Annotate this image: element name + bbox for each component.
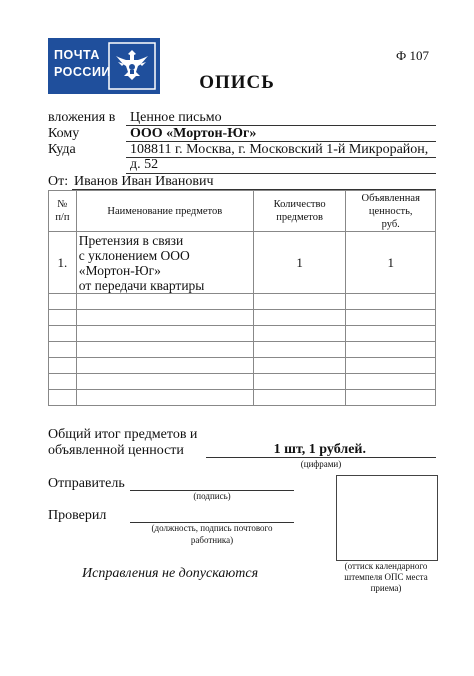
row-num: 1. bbox=[49, 232, 77, 294]
header-value bbox=[346, 191, 436, 232]
row-name-line-1: Претензия в связи bbox=[78, 232, 184, 248]
total-label-line-2: объявленной ценности bbox=[48, 443, 184, 458]
corrections-note: Исправления не допускаются bbox=[82, 566, 259, 581]
table-row bbox=[49, 232, 436, 294]
form-number: Ф 107 bbox=[396, 48, 430, 63]
header-num-line-1: № bbox=[57, 199, 68, 210]
table-header-row bbox=[49, 191, 436, 232]
row-name-line-2: с уклонением ООО bbox=[78, 247, 190, 263]
empty-row bbox=[49, 294, 436, 310]
row-name bbox=[76, 232, 253, 294]
empty-row bbox=[49, 310, 436, 326]
row-qty: 1 bbox=[253, 232, 346, 294]
empty-row bbox=[49, 358, 436, 374]
stamp-hint-line-1: (оттиск календарного bbox=[344, 561, 428, 571]
checked-label: Проверил bbox=[48, 508, 107, 523]
header-qty-line-2: предметов bbox=[276, 212, 323, 223]
header-value-line-2: ценность, bbox=[368, 205, 413, 217]
address-label: Куда bbox=[48, 142, 76, 157]
row-name-line-4: от передачи квартиры bbox=[78, 277, 205, 293]
header-value-line-3: руб. bbox=[381, 218, 400, 230]
empty-row bbox=[49, 374, 436, 390]
to-label: Кому bbox=[48, 126, 80, 141]
logo-line-2: РОССИИ bbox=[54, 65, 111, 79]
header-num bbox=[49, 191, 77, 232]
row-name-line-3: «Мортон-Юг» bbox=[78, 262, 161, 278]
header-qty-line-1: Количество bbox=[273, 199, 326, 210]
total-underline bbox=[206, 457, 436, 458]
stamp-hint-line-3: приема) bbox=[370, 583, 402, 593]
stamp-box bbox=[336, 475, 438, 561]
stamp-hint-line-2: штемпеля ОПС места bbox=[344, 572, 428, 582]
address-line-2: д. 52 bbox=[130, 157, 159, 172]
header-name: Наименование предметов bbox=[76, 191, 253, 232]
checked-hint-line-2: работника) bbox=[190, 535, 234, 545]
empty-row bbox=[49, 326, 436, 342]
sender-hint: (подпись) bbox=[193, 491, 231, 501]
from-label: От: bbox=[48, 174, 69, 189]
total-label-line-1: Общий итог предметов и bbox=[48, 427, 198, 442]
total-hint: (цифрами) bbox=[300, 459, 342, 469]
sender-label: Отправитель bbox=[48, 476, 125, 491]
header-num-line-2: п/п bbox=[55, 212, 70, 223]
attachment-label: вложения в bbox=[48, 110, 116, 125]
checked-hint-line-1: (должность, подпись почтового bbox=[151, 523, 273, 533]
address-line-1: 108811 г. Москва, г. Московский 1-й Микрорайон, bbox=[130, 142, 429, 157]
to-value: ООО «Мортон-Юг» bbox=[130, 126, 257, 141]
stamp-hint bbox=[330, 561, 442, 594]
address-underline-1 bbox=[126, 157, 436, 158]
logo-line-1: ПОЧТА bbox=[54, 48, 100, 62]
row-value: 1 bbox=[346, 232, 436, 294]
empty-row bbox=[49, 390, 436, 406]
total-value: 1 шт, 1 рублей. bbox=[273, 442, 366, 457]
empty-row bbox=[49, 342, 436, 358]
attachment-value: Ценное письмо bbox=[130, 110, 222, 125]
inventory-table bbox=[48, 190, 436, 406]
page-title: ОПИСЬ bbox=[199, 72, 275, 93]
header-value-line-1: Объявленная bbox=[361, 192, 420, 204]
header-qty bbox=[253, 191, 346, 232]
from-value: Иванов Иван Иванович bbox=[74, 174, 214, 189]
